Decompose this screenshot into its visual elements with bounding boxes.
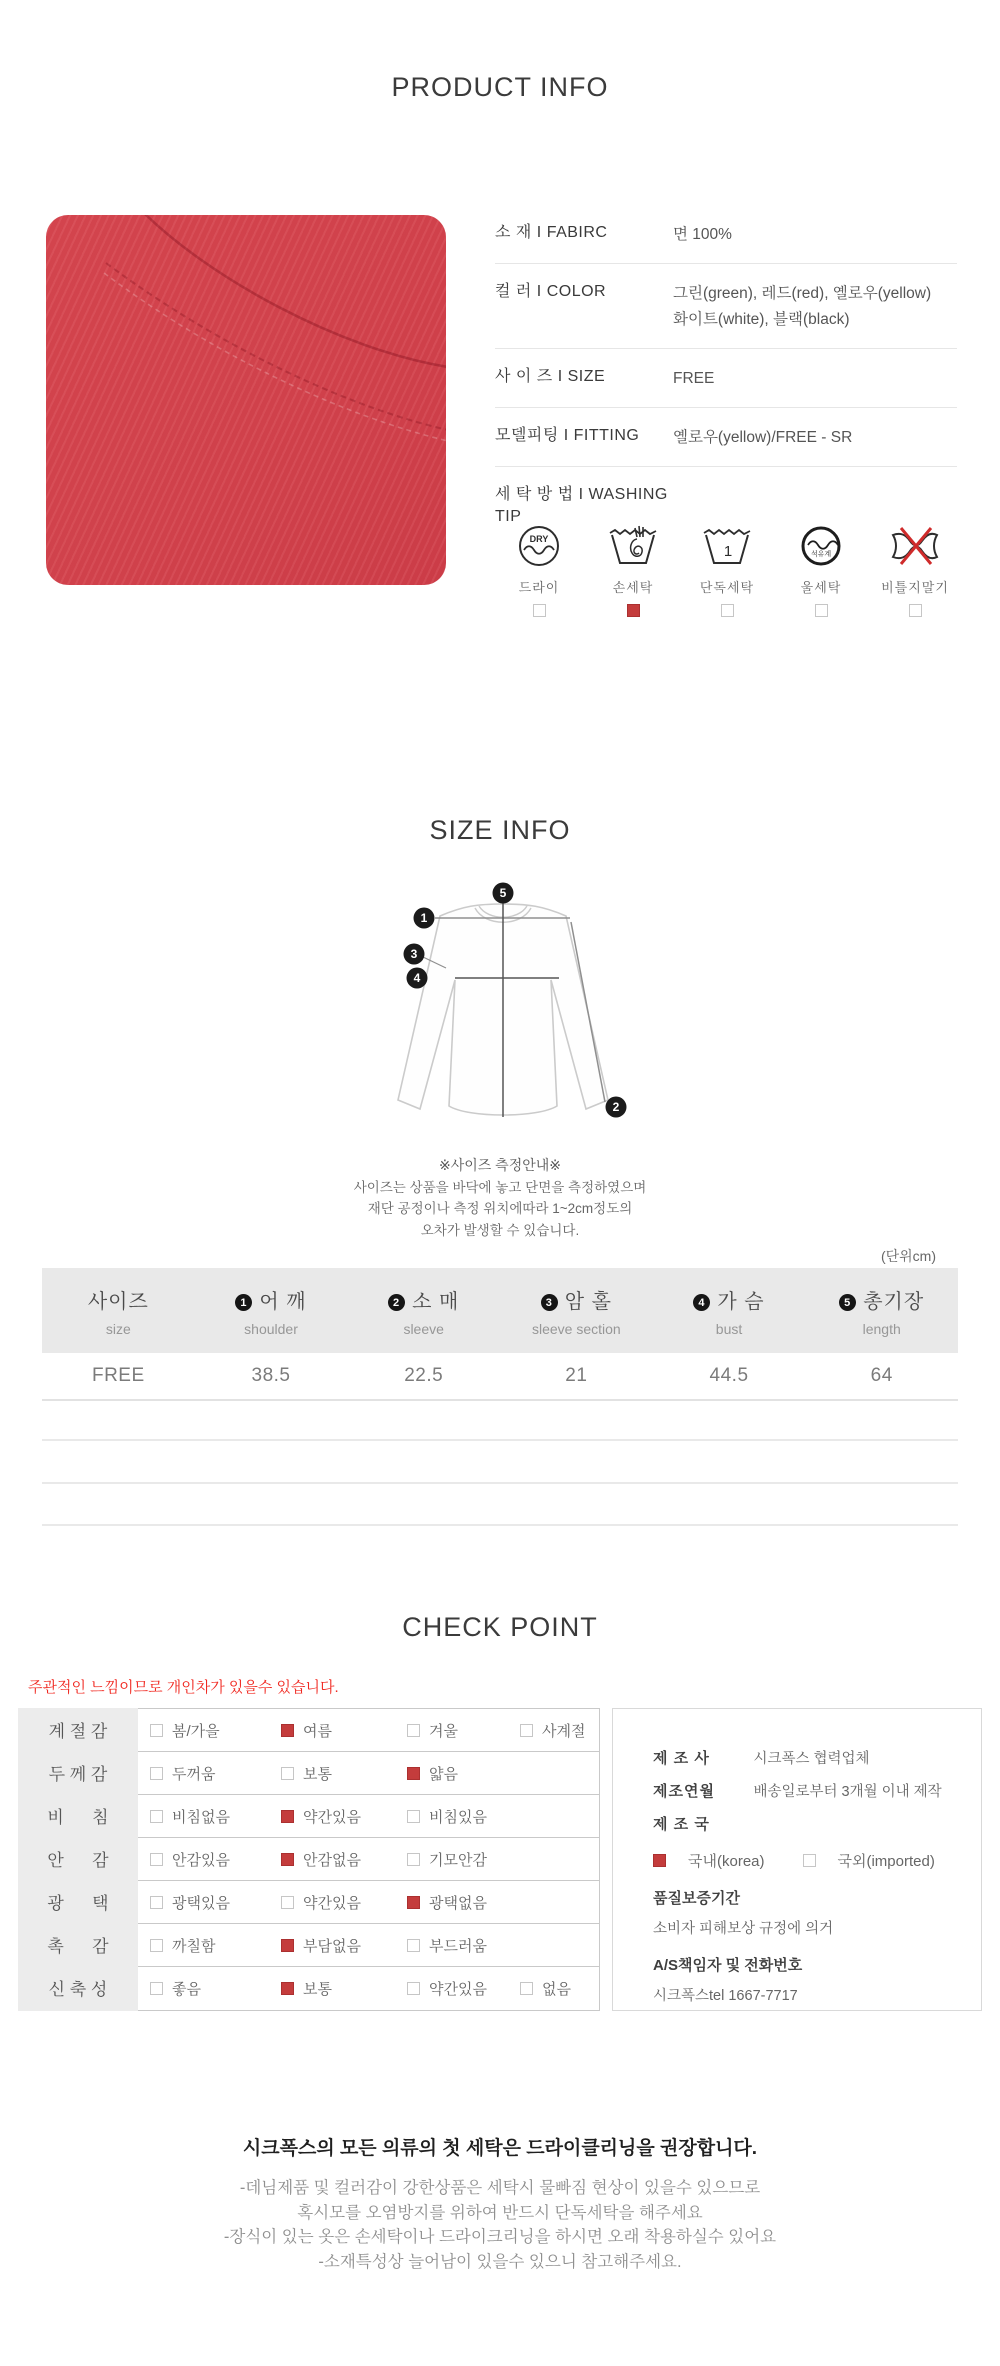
hand-wash-icon	[606, 522, 660, 570]
armhole-col-header: 3 암 홀 sleeve section	[531, 1290, 621, 1337]
checkbox-icon	[407, 1853, 420, 1866]
checkbox-icon	[815, 604, 828, 617]
size-diagram	[378, 880, 633, 1145]
checkpoint-option: 여름	[281, 1720, 407, 1741]
manufacturer-row: 제 조 사 시크폭스 협력업체	[653, 1750, 870, 1767]
care-notice-title: 시크폭스의 모든 의류의 첫 세탁은 드라이클리닝을 권장합니다.	[242, 2138, 758, 2159]
origin-country-row: 제 조 국	[653, 1816, 710, 1833]
info-value: 그린(green), 레드(red), 옐로우(yellow) 화이트(white), 블랙(black)	[673, 285, 932, 328]
product-info-table	[495, 205, 957, 543]
origin-option-imported: 국외(imported)	[803, 1850, 935, 1871]
washing-item-separate-wash	[680, 522, 774, 617]
diagram-marker-4	[407, 968, 428, 989]
checkpoint-option: 얇음	[407, 1763, 520, 1784]
checkbox-icon	[721, 604, 734, 617]
svg-text:4: 4	[413, 971, 421, 985]
size-table-header	[42, 1268, 958, 1353]
info-label: 사 이 즈 I SIZE	[495, 368, 606, 385]
washing-item-hand-wash	[586, 522, 680, 617]
info-row-fitting	[495, 408, 957, 467]
checkbox-icon	[407, 1724, 420, 1737]
checkpoint-option: 두꺼움	[150, 1763, 281, 1784]
washing-item-dry	[492, 522, 586, 617]
checkbox-icon	[407, 1939, 420, 1952]
checkbox-icon	[150, 1767, 163, 1780]
washing-item-no-wring	[868, 522, 962, 617]
empty-table-row	[42, 1484, 958, 1526]
dry-clean-icon	[512, 522, 566, 570]
checkpoint-row-season	[138, 1709, 599, 1752]
number-badge-icon: 5	[839, 1294, 856, 1311]
checkpoint-option: 보통	[281, 1763, 407, 1784]
origin-option-domestic: 국내(korea)	[653, 1850, 765, 1871]
empty-table-row	[42, 1401, 958, 1441]
checkpoint-row-thickness	[138, 1752, 599, 1795]
length-col-header: 5 총기장 length	[805, 1285, 958, 1337]
checkpoint-option: 부드러움	[407, 1935, 520, 1956]
unit-label: (단위cm)	[880, 1248, 936, 1264]
checkbox-icon	[533, 604, 546, 617]
checkpoint-option: 광택없음	[407, 1892, 520, 1913]
check-point-options	[138, 1708, 600, 2011]
checkbox-icon	[407, 1896, 420, 1909]
checkbox-icon	[150, 1939, 163, 1952]
checkpoint-option: 사계절	[520, 1720, 599, 1741]
checkbox-icon	[627, 604, 640, 617]
check-point-note: 주관적인 느낌이므로 개인차가 있을수 있습니다.	[28, 1679, 339, 1696]
checkpoint-option: 비침없음	[150, 1806, 281, 1827]
checkbox-icon	[150, 1896, 163, 1909]
info-row-fabric	[495, 205, 957, 264]
checkpoint-option: 약간있음	[281, 1892, 407, 1913]
diagram-marker-2	[606, 1097, 627, 1118]
checkbox-icon	[803, 1854, 816, 1867]
size-col-header: 사이즈 size	[87, 1290, 149, 1337]
checkpoint-option: 비침있음	[407, 1806, 520, 1827]
number-badge-icon: 1	[235, 1294, 252, 1311]
checkpoint-option: 약간있음	[407, 1978, 520, 1999]
checkbox-icon	[909, 604, 922, 617]
checkpoint-row-elasticity	[138, 1967, 599, 2010]
checkbox-icon	[281, 1767, 294, 1780]
checkpoint-option: 안감없음	[281, 1849, 407, 1870]
washing-label: 울세탁	[800, 580, 842, 595]
fabric-collar-seam	[46, 215, 446, 585]
checkbox-icon	[281, 1939, 294, 1952]
product-info-title: PRODUCT INFO	[391, 72, 609, 102]
check-point-table	[18, 1708, 600, 2011]
diagram-marker-1	[414, 908, 435, 929]
separate-wash-icon	[700, 522, 754, 570]
size-table	[42, 1268, 958, 1526]
warranty-label: 품질보증기간	[653, 1890, 740, 1907]
info-label: 모델피팅 I FITTING	[495, 427, 640, 444]
info-row-color	[495, 264, 957, 349]
manufacturer-info-box	[612, 1708, 982, 2011]
check-point-labels: 계 절 감 두 께 감 비 침 안 감 광 택 촉 감 신 축 성	[18, 1708, 138, 2011]
checkbox-icon	[520, 1724, 533, 1737]
checkpoint-option: 광택있음	[150, 1892, 281, 1913]
number-badge-icon: 3	[541, 1294, 558, 1311]
checkbox-icon	[653, 1854, 666, 1867]
no-wring-icon	[888, 522, 942, 570]
checkpoint-option: 까칠함	[150, 1935, 281, 1956]
care-notice: 시크폭스의 모든 의류의 첫 세탁은 드라이클리닝을 권장합니다. -데님제품 및 컬러감이 강한상품은 세탁시 물빠짐 현상이 있을수 있으므로 혹시모를 오염방지를 위하여 반드시 단독세탁을 해주세요 -장식이 있는 옷은 손세탁이나 드라이크리닝을 하시면 오래 착용하실수 있어요 -소재특성상 늘어남이 있을수 있으니 참고해주세요.	[0, 2133, 1000, 2274]
svg-text:1: 1	[420, 911, 428, 925]
dry-icon-text: DRY	[529, 534, 549, 544]
size-info-title: SIZE INFO	[429, 815, 571, 845]
info-value: 옐로우(yellow)/FREE - SR	[673, 429, 853, 446]
sleeve-col-header: 2 소 매 sleeve	[347, 1285, 500, 1337]
warranty-value: 소비자 피해보상 규정에 의거	[653, 1921, 834, 1937]
checkpoint-row-sheerness	[138, 1795, 599, 1838]
checkpoint-option: 겨울	[407, 1720, 520, 1741]
as-contact-value: 시크폭스tel 1667-7717	[653, 1988, 798, 2004]
checkbox-icon	[281, 1896, 294, 1909]
info-row-size	[495, 349, 957, 408]
checkpoint-option: 안감있음	[150, 1849, 281, 1870]
manufacture-date-row: 제조연월 배송일로부터 3개월 이내 제작	[653, 1783, 942, 1800]
size-measure-note: ※사이즈 측정안내※ 사이즈는 상품을 바닥에 놓고 단면을 측정하였으며 재단 공정이나 측정 위치에따라 1~2cm정도의 오차가 발생할 수 있습니다.	[353, 1157, 647, 1238]
checkbox-icon	[520, 1982, 533, 1995]
info-value: 면 100%	[673, 226, 732, 243]
checkpoint-option: 봄/가을	[150, 1720, 281, 1741]
checkpoint-option: 보통	[281, 1978, 407, 1999]
size-table-row: FREE 38.5 22.5 21 44.5 64	[42, 1353, 958, 1401]
bust-col-header: 4 가 슴 bust	[653, 1285, 806, 1337]
info-label: 세 탁 방 법 I WASHING TIP	[495, 486, 668, 525]
wool-wash-icon	[794, 522, 848, 570]
checkbox-icon	[281, 1724, 294, 1737]
diagram-marker-3	[404, 944, 425, 965]
checkbox-icon	[150, 1724, 163, 1737]
origin-options	[653, 1850, 981, 1871]
svg-text:3: 3	[410, 947, 418, 961]
checkbox-icon	[407, 1810, 420, 1823]
checkbox-icon	[407, 1982, 420, 1995]
checkbox-icon	[281, 1810, 294, 1823]
number-badge-icon: 4	[693, 1294, 710, 1311]
checkpoint-row-lining	[138, 1838, 599, 1881]
checkbox-icon	[150, 1853, 163, 1866]
checkbox-icon	[407, 1767, 420, 1780]
checkbox-icon	[281, 1982, 294, 1995]
svg-text:5: 5	[499, 886, 507, 900]
checkbox-icon	[150, 1982, 163, 1995]
shoulder-col-header: 1 어 깨 shoulder	[195, 1285, 348, 1337]
check-point-title: CHECK POINT	[402, 1612, 598, 1642]
checkpoint-option: 없음	[520, 1978, 599, 1999]
washing-label: 비틀지말기	[881, 580, 949, 595]
checkbox-icon	[150, 1810, 163, 1823]
washing-label: 손세탁	[612, 580, 654, 595]
washing-label: 드라이	[518, 580, 560, 595]
washing-item-wool-wash	[774, 522, 868, 617]
checkpoint-row-texture	[138, 1924, 599, 1967]
checkpoint-option: 기모안감	[407, 1849, 520, 1870]
checkpoint-option: 약간있음	[281, 1806, 407, 1827]
empty-table-row	[42, 1441, 958, 1484]
info-label: 소 재 I FABIRC	[495, 224, 608, 241]
checkpoint-option: 좋음	[150, 1978, 281, 1999]
number-badge-icon: 2	[388, 1294, 405, 1311]
svg-text:2: 2	[612, 1100, 620, 1114]
info-value: FREE	[673, 370, 715, 387]
diagram-marker-5	[493, 883, 514, 904]
washing-label: 단독세탁	[699, 580, 755, 595]
product-image	[46, 215, 446, 585]
checkbox-icon	[281, 1853, 294, 1866]
as-contact-label: A/S책임자 및 전화번호	[653, 1957, 803, 1974]
checkpoint-option: 부담없음	[281, 1935, 407, 1956]
washing-icons-row	[492, 522, 962, 617]
separate-icon-text: 1	[723, 543, 733, 560]
info-label: 컬 러 I COLOR	[495, 283, 607, 300]
checkpoint-row-gloss	[138, 1881, 599, 1924]
wool-icon-text: 석유계	[810, 551, 832, 558]
